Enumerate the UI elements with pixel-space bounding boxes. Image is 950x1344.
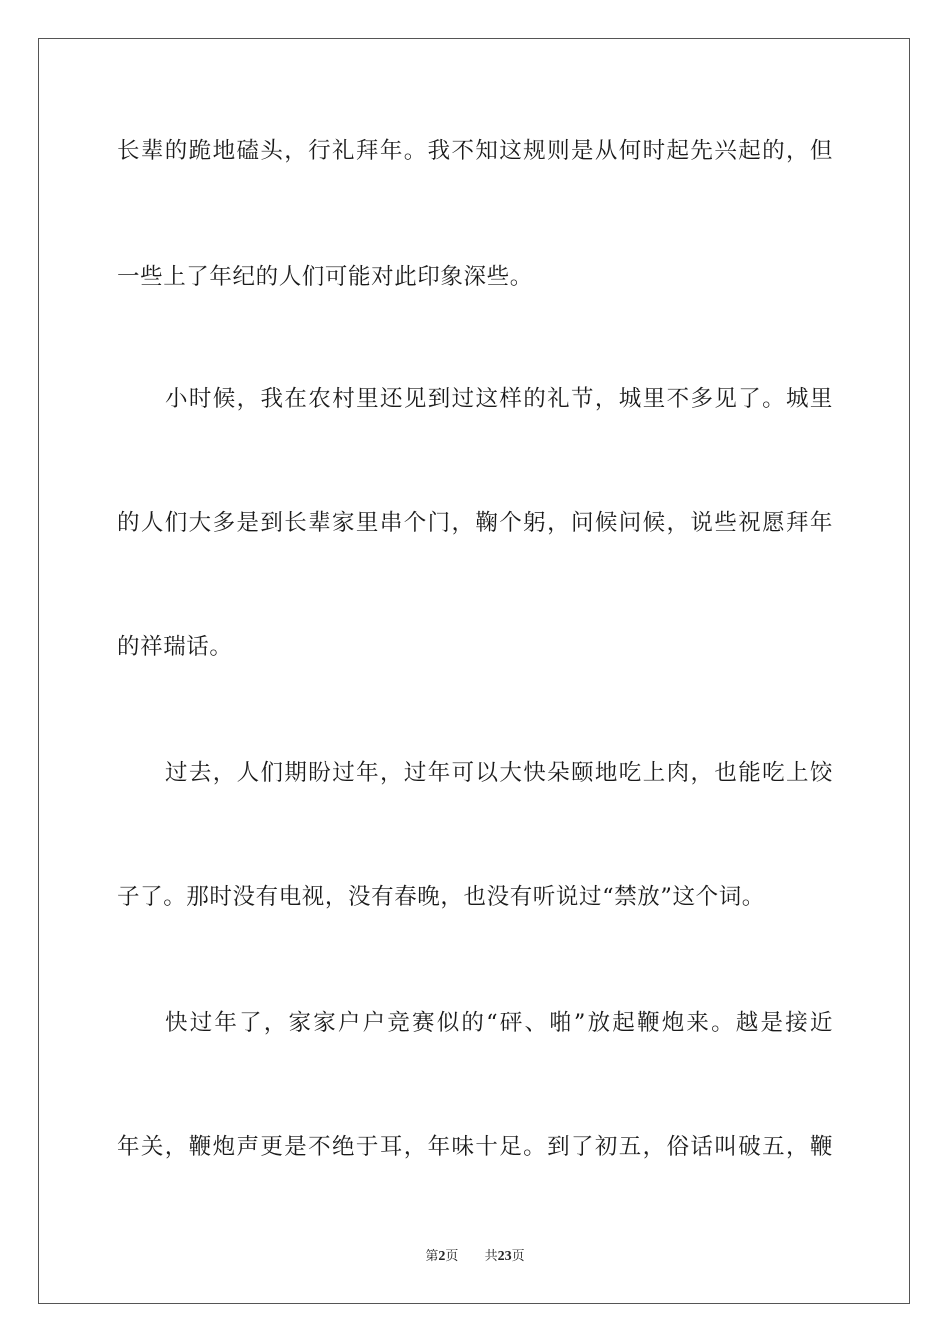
- page-footer: [0, 1248, 950, 1266]
- page-prefix: 第: [425, 1249, 439, 1264]
- page-suffix: 页: [445, 1249, 459, 1264]
- total-pages-label: [485, 1249, 525, 1264]
- text-line: 小时候，我在农村里还见到过这样的礼节，城里不多见了。城里: [165, 386, 833, 412]
- total-prefix: 共: [484, 1249, 498, 1264]
- text-line: 的祥瑞话。: [117, 634, 233, 660]
- text-line: 快过年了，家家户户竞赛似的“砰、啪”放起鞭炮来。越是接近: [165, 1010, 833, 1036]
- page-number: 2: [438, 1249, 446, 1264]
- text-line: 子了。那时没有电视，没有春晚，也没有听说过“禁放”这个词。: [117, 884, 765, 910]
- total-suffix: 页: [511, 1249, 525, 1264]
- text-line: 一些上了年纪的人们可能对此印象深些。: [117, 264, 533, 290]
- text-line: 年关，鞭炮声更是不绝于耳，年味十足。到了初五，俗话叫破五，鞭: [117, 1134, 833, 1160]
- text-line: 长辈的跪地磕头，行礼拜年。我不知这规则是从何时起先兴起的，但: [117, 138, 833, 164]
- page-number-label: [425, 1249, 462, 1264]
- text-line: 的人们大多是到长辈家里串个门，鞠个躬，问候问候，说些祝愿拜年: [117, 510, 833, 536]
- text-line: 过去，人们期盼过年，过年可以大快朵颐地吃上肉，也能吃上饺: [165, 760, 833, 786]
- total-pages: 23: [497, 1249, 512, 1264]
- page-border: [38, 38, 910, 1304]
